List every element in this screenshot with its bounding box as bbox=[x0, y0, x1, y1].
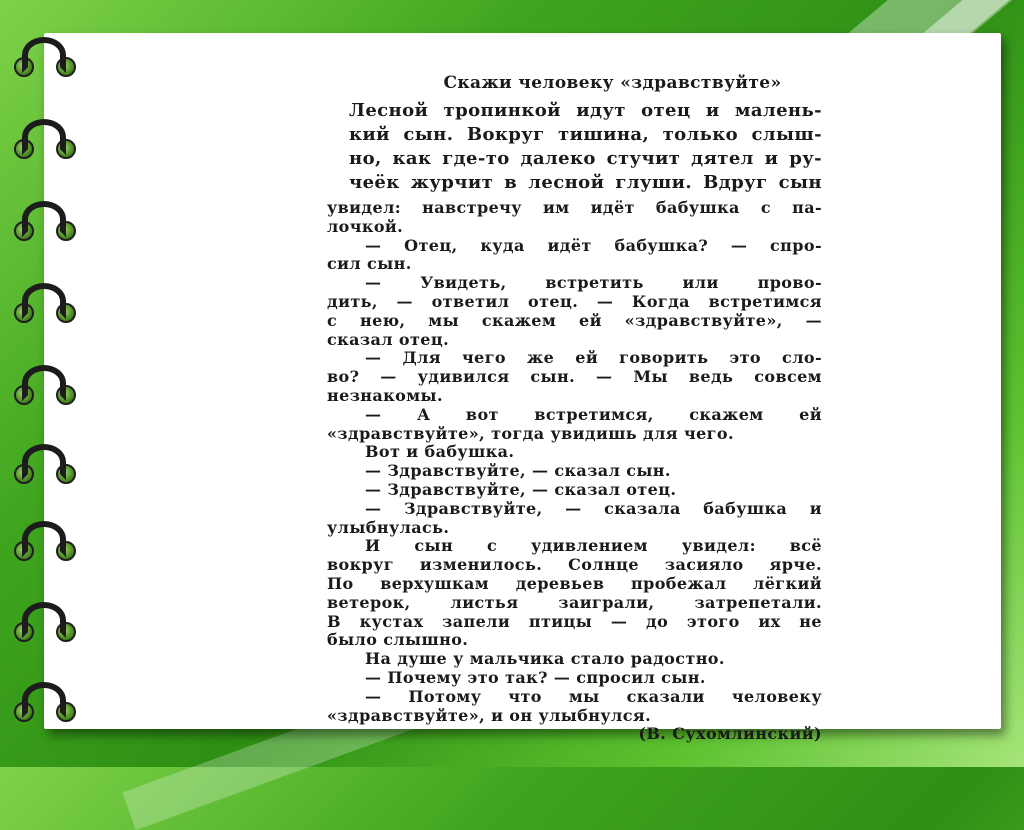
notebook-page bbox=[44, 33, 1001, 744]
story-line: увидел: навстречу им идёт бабушка с па- bbox=[327, 198, 822, 217]
ring-wire bbox=[22, 602, 66, 638]
story-line: — Почему это так? — спросил сын. bbox=[365, 667, 706, 687]
binding-ring bbox=[12, 688, 78, 722]
story-line: во? — удивился сын. — Мы ведь совсем bbox=[327, 367, 822, 387]
story-line: На душе у мальчика стало радостно. bbox=[365, 649, 725, 669]
story-intro bbox=[327, 99, 822, 195]
story-line: — Отец, куда идёт бабушка? — спро- bbox=[365, 235, 822, 255]
story-line: — Здравствуйте, — сказал отец. bbox=[365, 479, 677, 499]
author-signature: (В. Сухомлинский) bbox=[638, 724, 822, 744]
story-line: По верхушкам деревьев пробежал лёгкий bbox=[327, 573, 822, 593]
ring-wire bbox=[22, 119, 66, 155]
binding-ring bbox=[12, 207, 78, 241]
ring-wire bbox=[22, 444, 66, 480]
binding-ring bbox=[12, 125, 78, 159]
story-line: сил сын. bbox=[327, 254, 412, 274]
story-line: лочкой. bbox=[327, 216, 404, 236]
story-line: дить, — ответил отец. — Когда встретимся bbox=[327, 291, 822, 311]
story-text bbox=[327, 73, 822, 744]
ring-wire bbox=[22, 201, 66, 237]
story-line: незнакомы. bbox=[327, 385, 443, 405]
story-line: — Для чего же ей говорить это сло- bbox=[365, 348, 822, 368]
story-line: В кустах запели птицы — до этого их не bbox=[327, 611, 822, 631]
ring-wire bbox=[22, 521, 66, 557]
intro-line: но, как где-то далеко стучит дятел и ру- bbox=[349, 148, 822, 169]
story-line: улыбнулась. bbox=[327, 517, 450, 537]
binding-ring bbox=[12, 371, 78, 405]
story-line: сказал отец. bbox=[327, 329, 450, 349]
story-line: — Здравствуйте, — сказала бабушка и bbox=[365, 498, 822, 518]
story-line: — Увидеть, встретить или прово- bbox=[365, 273, 822, 293]
intro-line: чеёк журчит в лесной глуши. Вдруг сын bbox=[349, 172, 822, 193]
binding-ring bbox=[12, 450, 78, 484]
story-line: — Здравствуйте, — сказал сын. bbox=[365, 461, 671, 481]
intro-line: Лесной тропинкой идут отец и малень- bbox=[349, 100, 822, 121]
story-line: — Потому что мы сказали человеку bbox=[365, 686, 822, 706]
story-line: «здравствуйте», и он улыбнулся. bbox=[327, 705, 652, 725]
story-line: было слышно. bbox=[327, 630, 469, 650]
binding-ring bbox=[12, 289, 78, 323]
story-line: «здравствуйте», тогда увидишь для чего. bbox=[327, 423, 734, 443]
story-body bbox=[327, 199, 822, 725]
binding-ring bbox=[12, 608, 78, 642]
binding-ring bbox=[12, 43, 78, 77]
ring-wire bbox=[22, 37, 66, 73]
story-line: ветерок, листья заиграли, затрепетали. bbox=[327, 592, 822, 612]
story-line: Вот и бабушка. bbox=[365, 442, 515, 462]
binding-ring bbox=[12, 527, 78, 561]
ring-wire bbox=[22, 365, 66, 401]
intro-line: кий сын. Вокруг тишина, только слыш- bbox=[349, 124, 822, 145]
story-line: — А вот встретимся, скажем ей bbox=[365, 404, 822, 424]
story-line: И сын с удивлением увидел: всё bbox=[365, 536, 822, 556]
story-line: вокруг изменилось. Солнце засияло ярче. bbox=[327, 555, 822, 575]
ring-wire bbox=[22, 283, 66, 319]
story-line: с нею, мы скажем ей «здравствуйте», — bbox=[327, 310, 822, 330]
story-title: Скажи человеку «здравствуйте» bbox=[443, 73, 782, 93]
ring-wire bbox=[22, 682, 66, 718]
